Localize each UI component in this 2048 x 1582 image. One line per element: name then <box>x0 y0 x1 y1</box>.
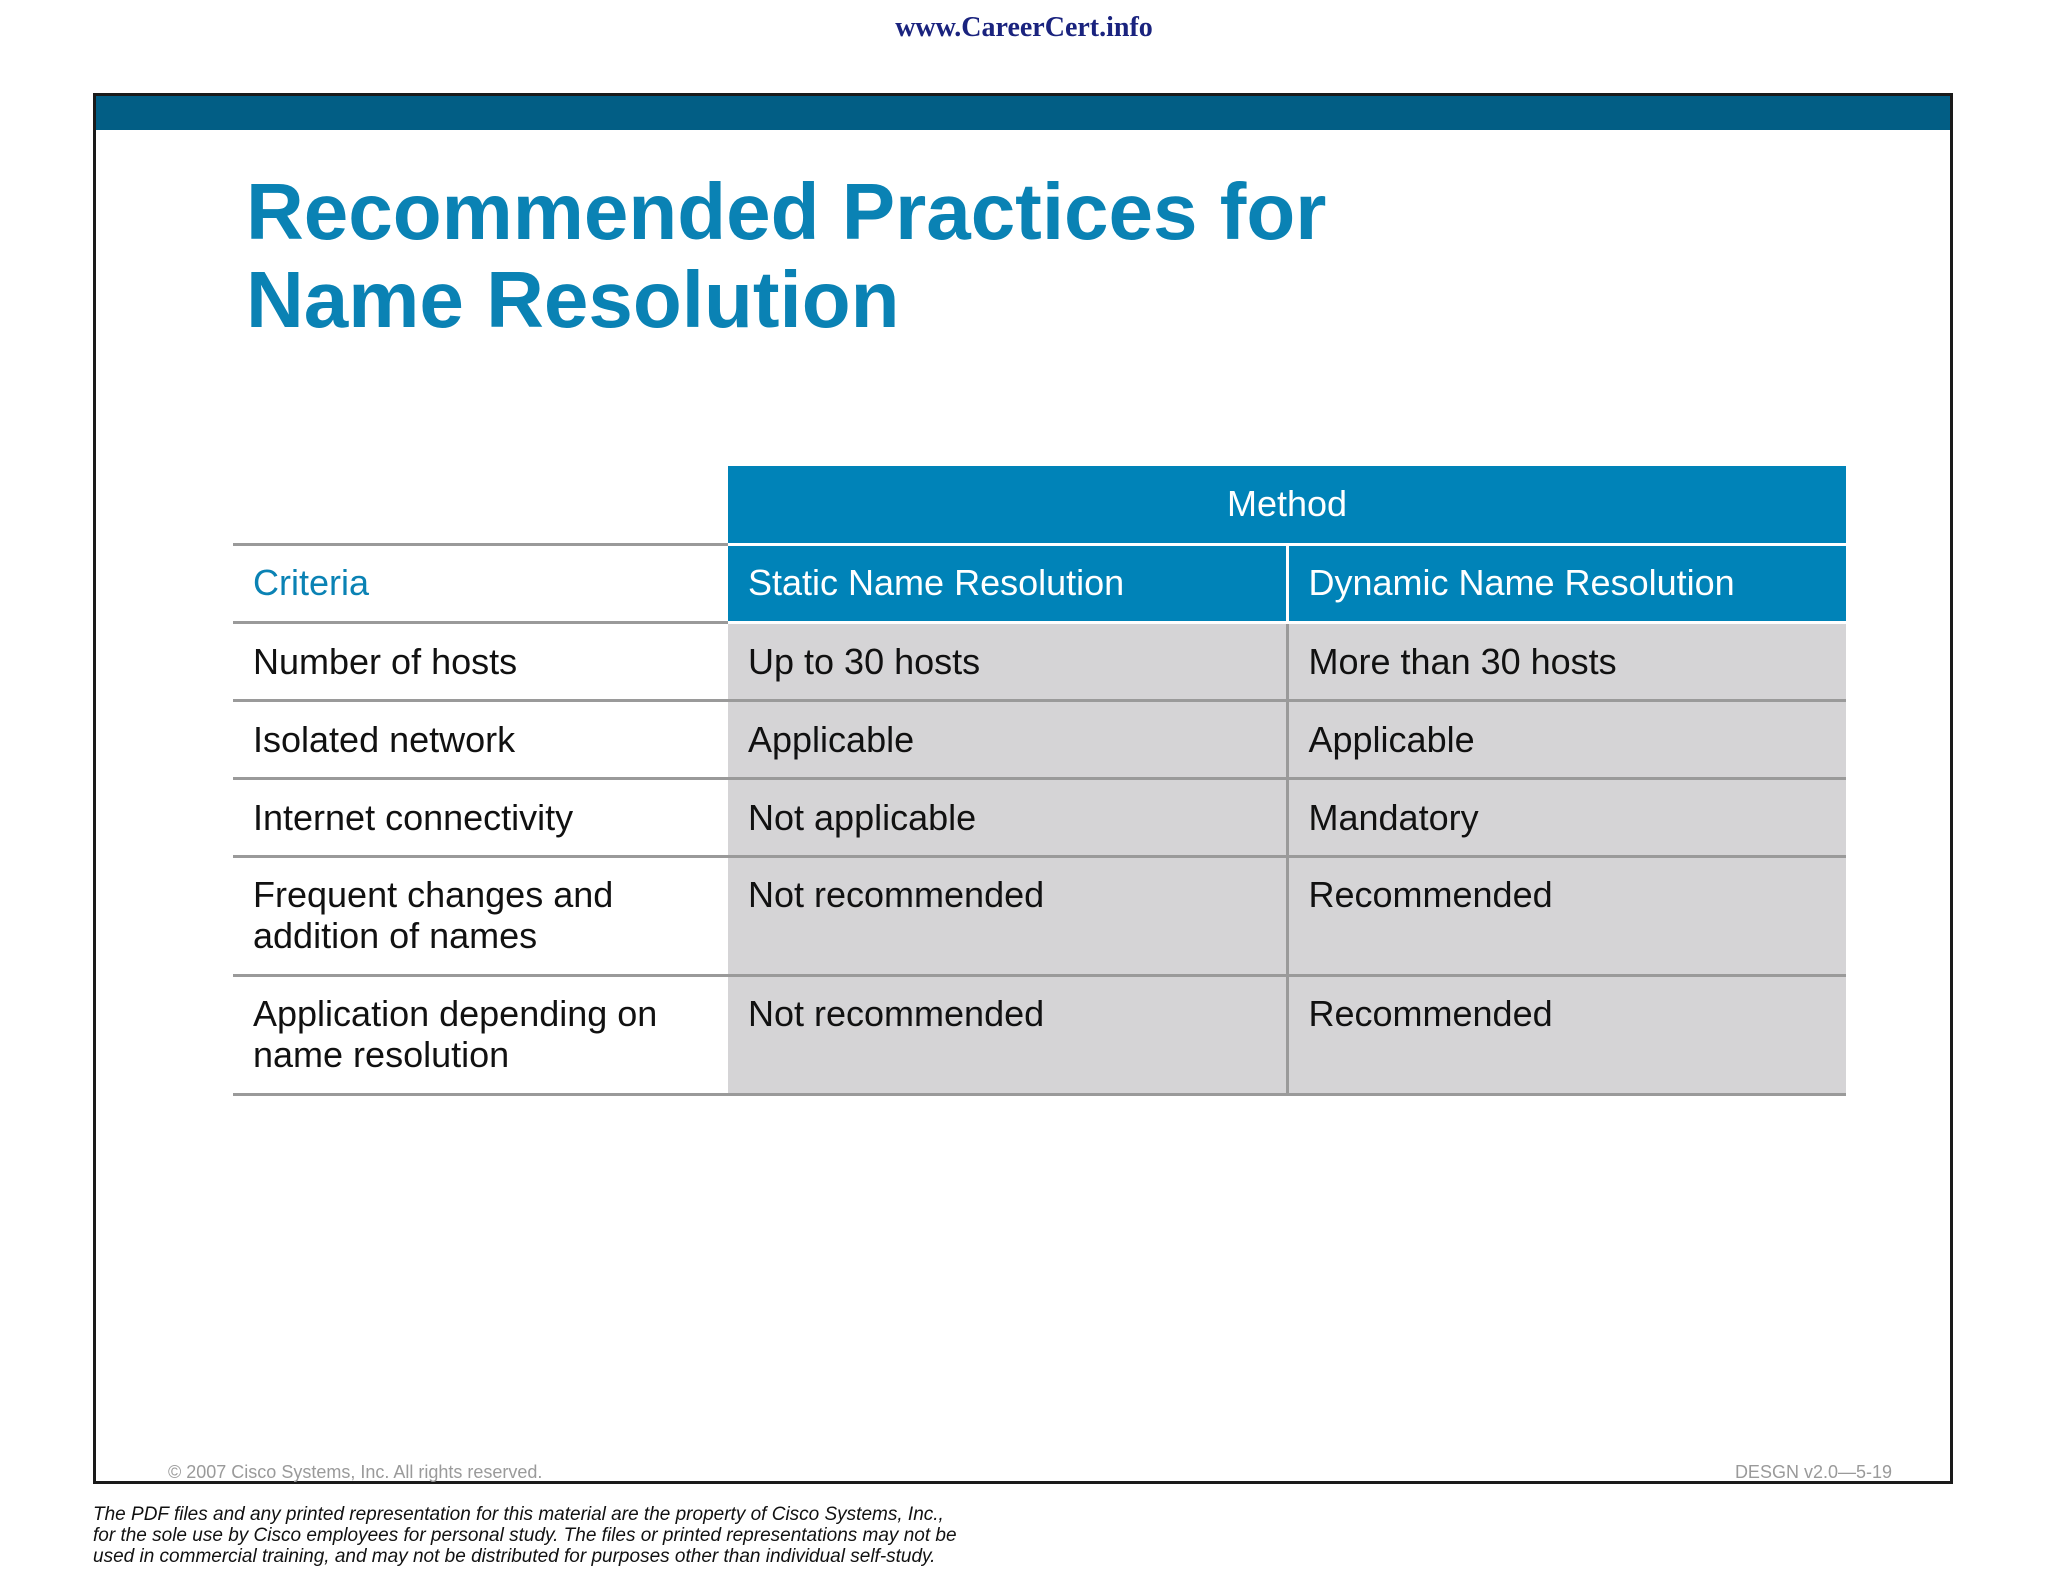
table-row <box>233 622 1846 700</box>
criteria-line: Number of hosts <box>253 640 518 682</box>
blank-header-cell <box>233 466 728 544</box>
method-header: Method <box>728 466 1846 544</box>
dynamic-column-header: Dynamic Name Resolution <box>1287 544 1846 622</box>
static-column-header: Static Name Resolution <box>728 544 1287 622</box>
table-row <box>233 975 1846 1094</box>
practices-table <box>233 466 1846 1096</box>
criteria-line: Application depending on <box>253 992 658 1034</box>
dynamic-value-cell: Recommended <box>1287 856 1846 975</box>
criteria-header: Criteria <box>233 544 728 622</box>
copyright-notice: © 2007 Cisco Systems, Inc. All rights reserved. <box>168 1462 543 1482</box>
disclaimer-line: for the sole use by Cisco employees for personal study. The files or printed representations may not be <box>93 1525 957 1546</box>
static-value-cell: Applicable <box>728 700 1287 778</box>
criteria-cell <box>233 975 728 1094</box>
criteria-line: Internet connectivity <box>253 796 574 838</box>
slide <box>93 93 1953 1484</box>
criteria-cell <box>233 622 728 700</box>
slide-code: DESGN v2.0—5-19 <box>1734 1462 1892 1482</box>
static-value-cell: Not recommended <box>728 975 1287 1094</box>
table-row <box>233 856 1846 975</box>
static-value-cell: Not applicable <box>728 778 1287 856</box>
criteria-line: Frequent changes and <box>253 873 614 915</box>
table-group-header-row <box>233 466 1846 544</box>
criteria-cell <box>233 700 728 778</box>
dynamic-value-cell: Mandatory <box>1287 778 1846 856</box>
slide-title <box>246 168 1326 344</box>
criteria-line: Isolated network <box>253 718 516 760</box>
disclaimer <box>93 1504 1193 1567</box>
slide-title-line: Name Resolution <box>246 255 900 344</box>
disclaimer-line: used in commercial training, and may not be distributed for purposes other than individual self-study. <box>93 1546 936 1567</box>
disclaimer-line: The PDF files and any printed representation for this material are the property of Cisco Systems, Inc., <box>93 1504 944 1525</box>
static-value-cell: Not recommended <box>728 856 1287 975</box>
table-column-header-row <box>233 544 1846 622</box>
criteria-cell <box>233 856 728 975</box>
static-value-cell: Up to 30 hosts <box>728 622 1287 700</box>
slide-top-bar <box>96 96 1950 130</box>
dynamic-value-cell: More than 30 hosts <box>1287 622 1846 700</box>
site-header: www.CareerCert.info <box>895 12 1153 43</box>
criteria-cell <box>233 778 728 856</box>
dynamic-value-cell: Recommended <box>1287 975 1846 1094</box>
table-row <box>233 700 1846 778</box>
criteria-line: name resolution <box>253 1033 510 1075</box>
slide-title-line: Recommended Practices for <box>246 167 1327 256</box>
table-row <box>233 778 1846 856</box>
criteria-line: addition of names <box>253 914 538 956</box>
dynamic-value-cell: Applicable <box>1287 700 1846 778</box>
